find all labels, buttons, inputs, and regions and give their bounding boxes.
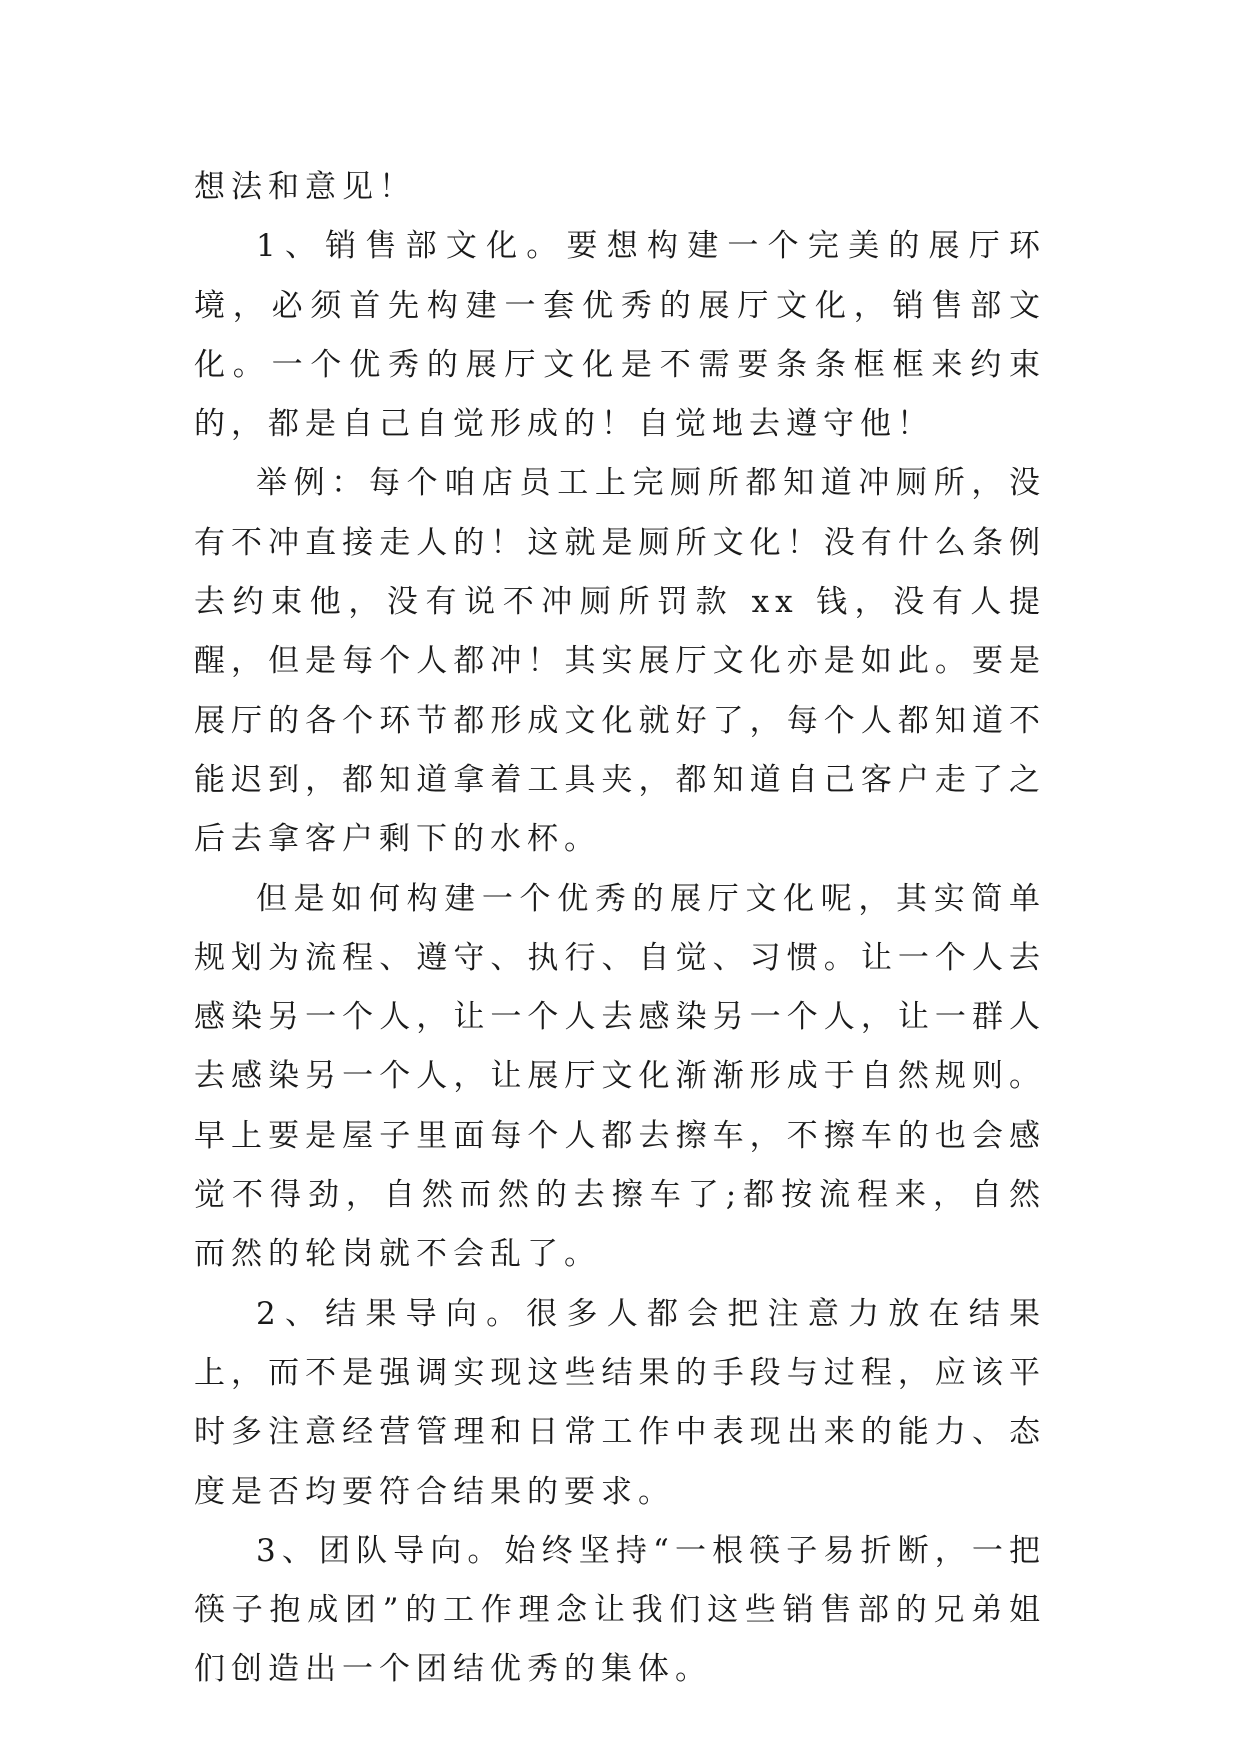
document-body bbox=[194, 158, 1046, 1700]
paragraph-sales-culture: 1、销售部文化。要想构建一个完美的展厅环境，必须首先构建一套优秀的展厅文化，销售部文化。一个优秀的展厅文化是不需要条条框框来约束的，都是自己自觉形成的！自觉地去遵守他！ bbox=[194, 228, 1046, 443]
paragraph-opening-line: 想法和意见！ bbox=[194, 169, 416, 205]
paragraph-example: 举例：每个咱店员工上完厕所都知道冲厕所，没有不冲直接走人的！这就是厕所文化！没有什么条例去约束他，没有说不冲厕所罚款 xx 钱，没有人提醒，但是每个人都冲！其实展厅文化亦是如此。要是展厅的各个环节都形成文化就好了，每个人都知道不能迟到，都知道拿着工具夹，都知道自己客户走了之后去拿客户剩下的水杯。 bbox=[194, 465, 1046, 858]
paragraph-team-orientation: 3、团队导向。始终坚持“一根筷子易折断，一把筷子抱成团”的工作理念让我们这些销售部的兄弟姐们创造出一个团结优秀的集体。 bbox=[194, 1532, 1046, 1688]
paragraph-result-orientation: 2、结果导向。很多人都会把注意力放在结果上，而不是强调实现这些结果的手段与过程，应该平时多注意经营管理和日常工作中表现出来的能力、态度是否均要符合结果的要求。 bbox=[194, 1295, 1046, 1510]
paragraph-building-culture: 但是如何构建一个优秀的展厅文化呢，其实简单规划为流程、遵守、执行、自觉、习惯。让一个人去感染另一个人，让一个人去感染另一个人，让一群人去感染另一个人，让展厅文化渐渐形成于自然规则。早上要是屋子里面每个人都去擦车，不擦车的也会感觉不得劲，自然而然的去擦车了;都按流程来，自然而然的轮岗就不会乱了。 bbox=[194, 880, 1046, 1273]
